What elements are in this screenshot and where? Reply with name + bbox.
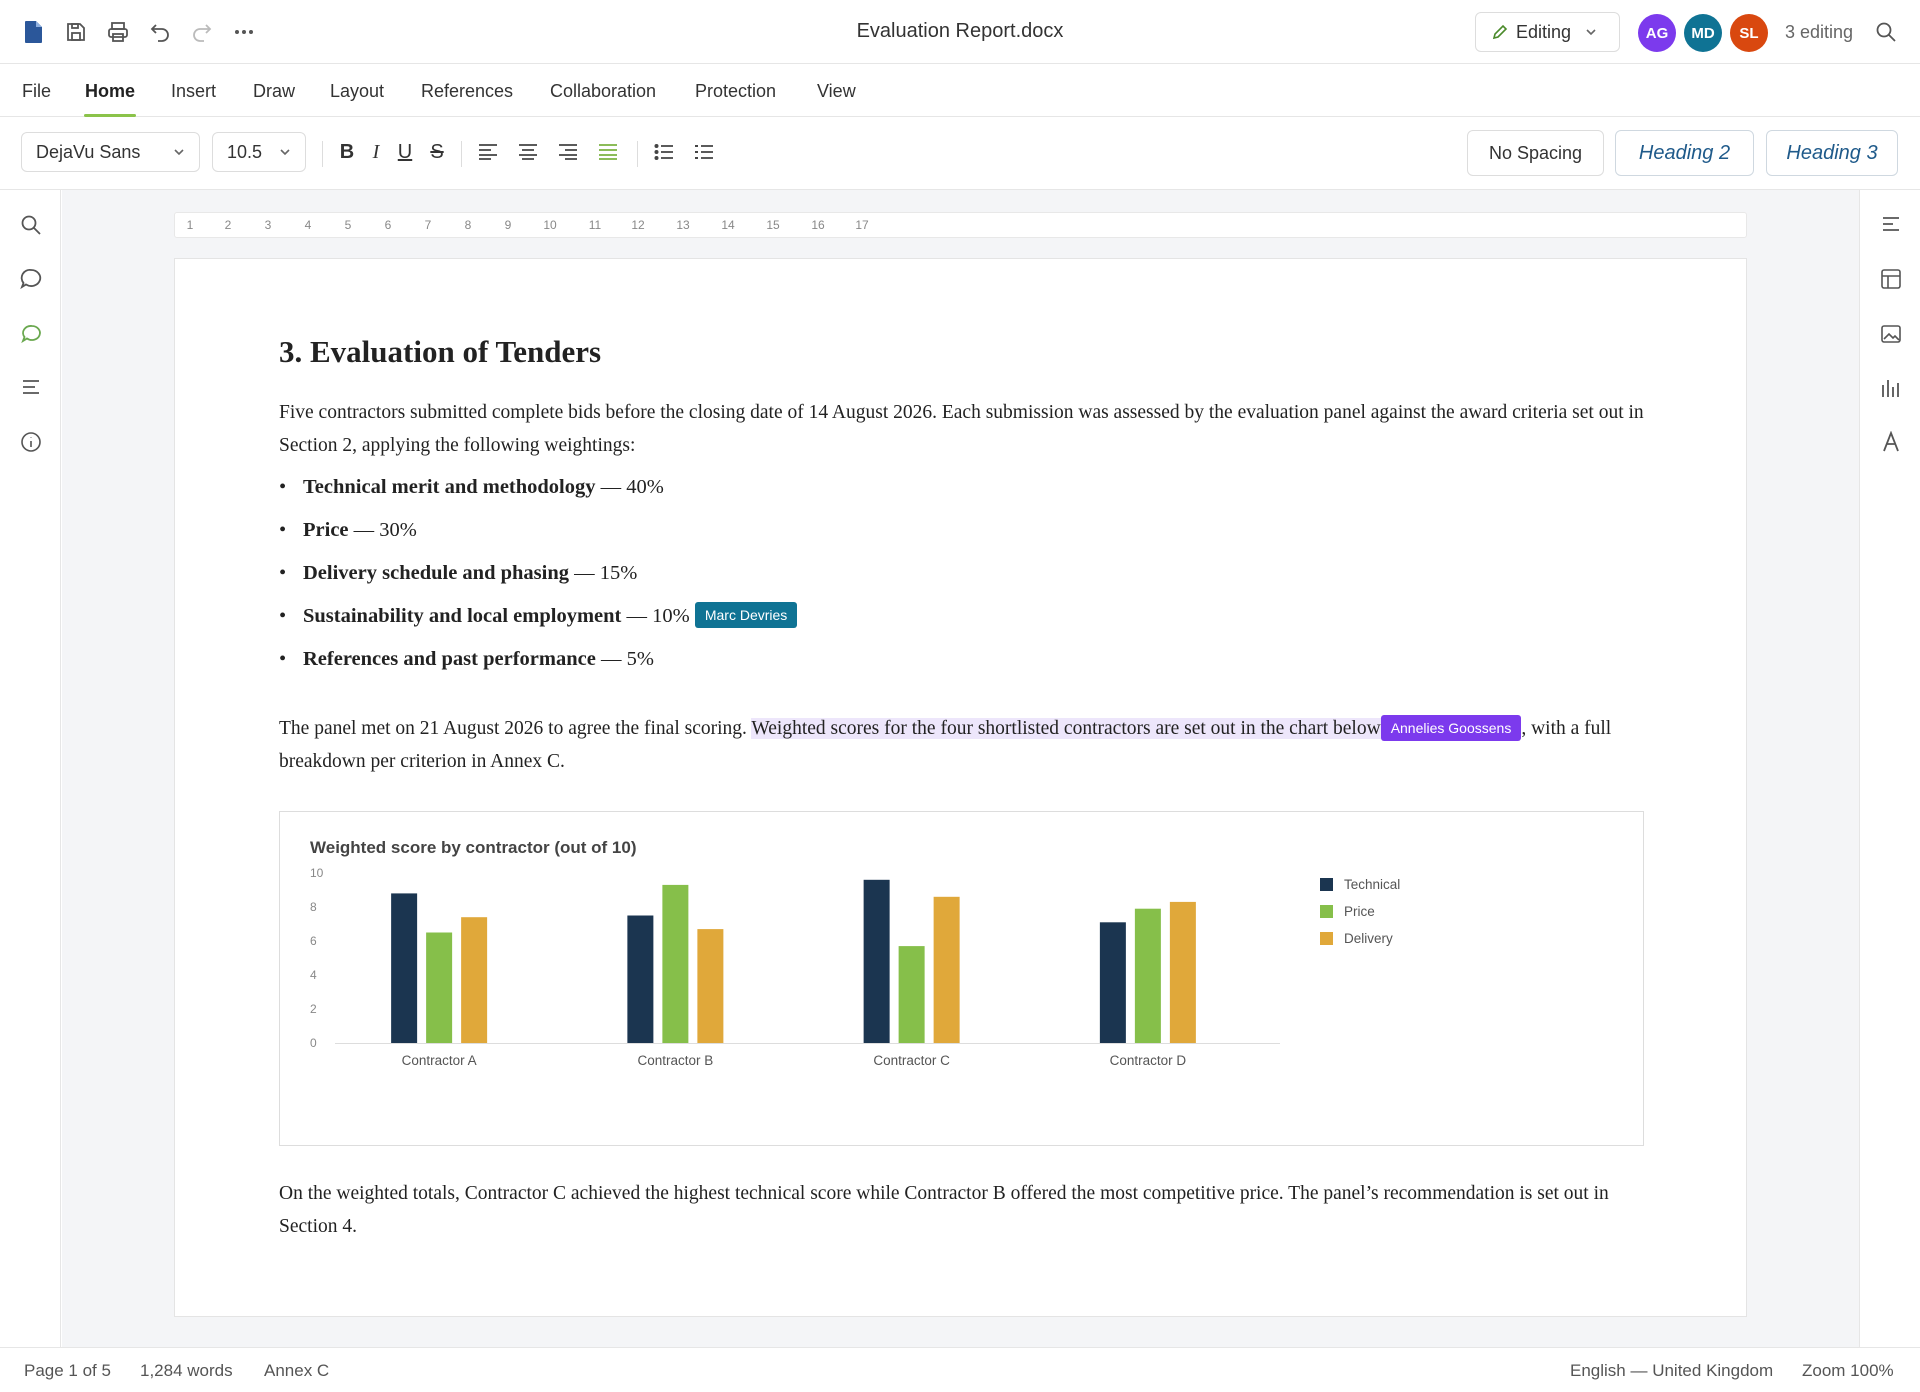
y-tick-label: 8	[310, 900, 317, 914]
list-item: • Sustainability and local employment — 10% Marc Devries	[279, 601, 797, 644]
headings-icon[interactable]	[17, 374, 45, 402]
status-bar	[0, 1347, 1920, 1392]
criteria-list	[279, 472, 797, 687]
collaborator-avatars	[1638, 14, 1768, 52]
ruler-mark: 4	[304, 218, 312, 232]
document-page[interactable]	[174, 258, 1747, 1317]
avatar[interactable]: MD	[1684, 14, 1722, 52]
y-tick-label: 2	[310, 1002, 317, 1016]
align-center-icon[interactable]	[515, 139, 541, 165]
ruler-mark: 12	[631, 218, 645, 232]
menu-layout[interactable]: Layout	[330, 81, 385, 101]
ruler	[174, 212, 1747, 238]
panel-paragraph: The panel met on 21 August 2026 to agree the final scoring. Weighted scores for the four shortlisted contractors are set out in the chart below Annelies Goossens , with a full breakdown per criterion in Annex C.	[279, 712, 1644, 778]
ruler-mark: 8	[464, 218, 472, 232]
search-icon[interactable]	[1872, 18, 1900, 46]
ruler-mark: 1	[186, 218, 194, 232]
intro-paragraph: Five contractors submitted complete bids before the closing date of 14 August 2026. Each submission was assessed by the evaluation panel against the award criteria set out in Section 2, applying the following weightings:	[279, 402, 1644, 456]
ruler-mark: 17	[855, 218, 869, 232]
ruler-mark: 5	[344, 218, 352, 232]
x-tick-label: Contractor D	[1109, 1053, 1187, 1068]
list-item: • Delivery schedule and phasing — 15%	[279, 558, 797, 601]
bar-chart	[280, 812, 1643, 1145]
style-no-spacing[interactable]: No Spacing	[1467, 130, 1604, 176]
menu-references[interactable]: References	[421, 81, 514, 101]
y-tick-label: 0	[310, 1036, 317, 1050]
ruler-mark: 16	[811, 218, 825, 232]
align-justify-icon[interactable]	[595, 139, 621, 165]
formatting-toolbar	[0, 117, 1920, 190]
underline-button[interactable]: U	[397, 140, 413, 163]
current-section: Annex C	[264, 1361, 330, 1380]
ruler-mark: 10	[543, 218, 557, 232]
menu-view[interactable]: View	[817, 81, 856, 101]
save-icon[interactable]	[62, 18, 90, 46]
ruler-mark: 9	[504, 218, 512, 232]
title-bar	[0, 0, 1920, 64]
legend-label: Price	[1344, 904, 1375, 919]
zoom-level[interactable]: Zoom 100%	[1802, 1361, 1894, 1380]
avatar[interactable]: SL	[1730, 14, 1768, 52]
menu-draw[interactable]: Draw	[253, 81, 296, 101]
editing-count: 3 editing	[1785, 22, 1854, 42]
legend-swatch	[1320, 905, 1333, 918]
right-sidebar	[1859, 190, 1920, 1347]
list-item: • Technical merit and methodology — 40%	[279, 472, 797, 515]
menu-collaboration[interactable]: Collaboration	[550, 81, 657, 101]
y-tick-label: 6	[310, 934, 317, 948]
y-tick-label: 10	[310, 866, 324, 880]
bar-price	[899, 946, 925, 1043]
ruler-mark: 6	[384, 218, 392, 232]
document-canvas	[62, 190, 1859, 1347]
italic-button[interactable]: I	[372, 140, 380, 163]
document-icon[interactable]	[20, 18, 48, 46]
menu-file[interactable]: File	[22, 81, 52, 101]
x-tick-label: Contractor B	[637, 1053, 714, 1068]
page-count: Page 1 of 5	[24, 1361, 111, 1380]
more-icon[interactable]	[230, 18, 258, 46]
chevron-down-icon	[173, 146, 185, 158]
embedded-chart[interactable]	[279, 811, 1644, 1146]
search-icon[interactable]	[17, 211, 45, 239]
editing-mode-label: Editing	[1516, 21, 1572, 42]
toolbar-divider	[322, 141, 323, 167]
bar-delivery	[461, 917, 487, 1043]
collaborator-cursor-tag: Annelies Goossens	[1381, 715, 1522, 741]
left-sidebar	[0, 190, 61, 1347]
editing-mode-dropdown[interactable]	[1475, 12, 1620, 52]
ruler-mark: 14	[721, 218, 735, 232]
font-size-value: 10.5	[227, 141, 263, 162]
bar-technical	[391, 893, 417, 1043]
bar-technical	[1100, 922, 1126, 1043]
avatar[interactable]: AG	[1638, 14, 1676, 52]
image-settings-icon[interactable]	[1877, 320, 1905, 348]
undo-icon[interactable]	[146, 18, 174, 46]
bar-price	[1135, 909, 1161, 1043]
x-tick-label: Contractor C	[873, 1053, 950, 1068]
bar-technical	[627, 916, 653, 1044]
menu-home[interactable]: Home	[85, 81, 136, 101]
section-heading: 3. Evaluation of Tenders	[279, 334, 602, 369]
list-item: • Price — 30%	[279, 515, 797, 558]
strikethrough-button[interactable]: S	[430, 140, 444, 163]
font-family-select[interactable]	[21, 132, 200, 172]
ruler-mark: 13	[676, 218, 690, 232]
menu-insert[interactable]: Insert	[171, 81, 217, 101]
ruler-mark: 11	[588, 218, 602, 232]
chat-icon[interactable]	[17, 320, 45, 348]
bold-button[interactable]: B	[339, 140, 355, 163]
ruler-mark: 15	[766, 218, 780, 232]
bar-delivery	[697, 929, 723, 1043]
language-indicator[interactable]: English — United Kingdom	[1570, 1361, 1774, 1380]
bar-delivery	[934, 897, 960, 1043]
list-item: • References and past performance — 5%	[279, 644, 797, 687]
ruler-mark: 7	[424, 218, 432, 232]
paragraph-settings-icon[interactable]	[1877, 211, 1905, 239]
text-art-icon[interactable]	[1877, 428, 1905, 456]
toolbar-divider	[461, 141, 462, 167]
bar-price	[662, 885, 688, 1043]
bar-technical	[864, 880, 890, 1043]
style-heading-3[interactable]: Heading 3	[1766, 130, 1898, 176]
bulleted-list-icon[interactable]	[651, 139, 677, 165]
chart-title: Weighted score by contractor (out of 10)	[310, 838, 637, 857]
ruler-mark: 2	[224, 218, 232, 232]
chart-settings-icon[interactable]	[1877, 374, 1905, 402]
align-left-icon[interactable]	[475, 139, 501, 165]
chevron-down-icon	[279, 146, 291, 158]
legend-label: Technical	[1344, 877, 1401, 892]
comments-icon[interactable]	[17, 265, 45, 293]
menu-bar	[0, 64, 1920, 117]
legend-label: Delivery	[1344, 931, 1393, 946]
y-tick-label: 4	[310, 968, 317, 982]
print-icon[interactable]	[104, 18, 132, 46]
font-size-select[interactable]	[212, 132, 306, 172]
closing-paragraph: On the weighted totals, Contractor C achieved the highest technical score while Contractor B offered the most competitive price. The panel’s recommendation is set out in Section 4.	[279, 1183, 1609, 1237]
pencil-icon	[1492, 24, 1508, 40]
ruler-mark: 3	[264, 218, 272, 232]
collaborator-selection: Weighted scores for the four shortlisted contractors are set out in the chart below	[751, 718, 1381, 739]
legend-swatch	[1320, 932, 1333, 945]
quick-access-toolbar	[20, 18, 258, 46]
word-count[interactable]: 1,284 words	[140, 1361, 233, 1380]
info-icon[interactable]	[17, 428, 45, 456]
align-right-icon[interactable]	[555, 139, 581, 165]
x-tick-label: Contractor A	[401, 1053, 477, 1068]
collaborator-cursor-tag: Marc Devries	[695, 602, 797, 628]
menu-protection[interactable]: Protection	[695, 81, 777, 101]
font-family-value: DejaVu Sans	[36, 141, 141, 162]
numbered-list-icon[interactable]	[691, 139, 717, 165]
chevron-down-icon	[1585, 26, 1597, 38]
document-title: Evaluation Report.docx	[856, 20, 1064, 42]
table-settings-icon[interactable]	[1877, 265, 1905, 293]
bar-delivery	[1170, 902, 1196, 1043]
toolbar-divider	[637, 141, 638, 167]
redo-icon[interactable]	[188, 18, 216, 46]
style-heading-2[interactable]: Heading 2	[1615, 130, 1754, 176]
legend-swatch	[1320, 878, 1333, 891]
bar-price	[426, 933, 452, 1044]
